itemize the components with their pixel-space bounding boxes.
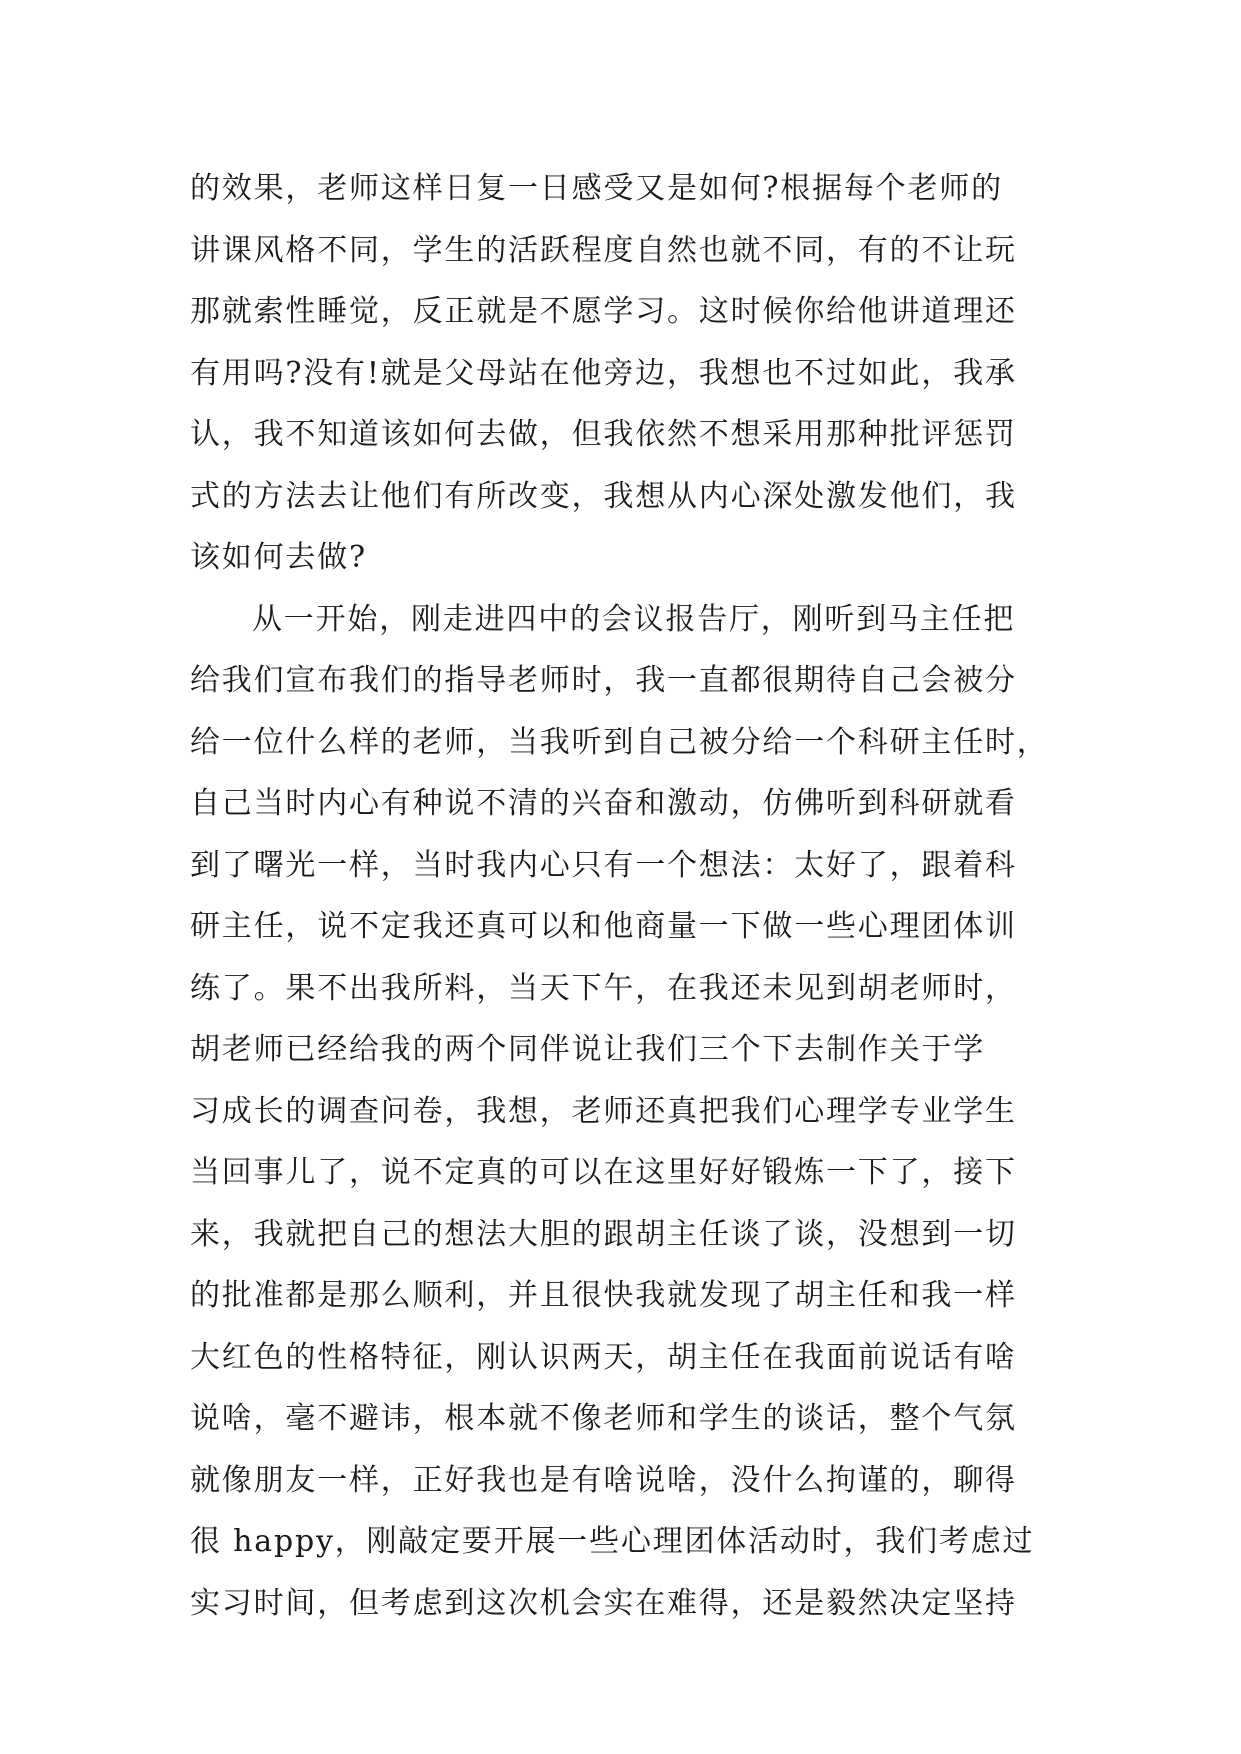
text-line: 大红色的性格特征，刚认识两天，胡主任在我面前说话有啥 — [190, 1339, 1017, 1375]
text-line: 有用吗?没有!就是父母站在他旁边，我想也不过如此，我承 — [190, 355, 1017, 391]
text-line: 式的方法去让他们有所改变，我想从内心深处激发他们，我 — [190, 478, 1017, 514]
text-line: 说啥，毫不避讳，根本就不像老师和学生的谈话，整个气氛 — [190, 1401, 1017, 1436]
text-line: 该如何去做? — [190, 540, 367, 575]
text-line: 讲课风格不同，学生的活跃程度自然也就不同，有的不让玩 — [190, 232, 1017, 268]
text-line: 认，我不知道该如何去做，但我依然不想采用那种批评惩罚 — [190, 417, 1017, 452]
text-line: 的批准都是那么顺利，并且很快我就发现了胡主任和我一样 — [190, 1278, 1017, 1313]
text-line: 就像朋友一样，正好我也是有啥说啥，没什么拘谨的，聊得 — [190, 1462, 1017, 1498]
text-line: 到了曙光一样，当时我内心只有一个想法：太好了，跟着科 — [190, 847, 1017, 883]
text-line: 很 happy，刚敲定要开展一些心理团体活动时，我们考虑过 — [190, 1524, 1035, 1559]
text-line: 练了。果不出我所料，当天下午，在我还未见到胡老师时， — [190, 970, 1017, 1006]
text-line: 习成长的调查问卷，我想，老师还真把我们心理学专业学生 — [190, 1093, 1017, 1129]
text-line: 研主任，说不定我还真可以和他商量一下做一些心理团体训 — [190, 909, 1017, 944]
text-line: 给我们宣布我们的指导老师时，我一直都很期待自己会被分 — [190, 663, 1017, 698]
text-line: 实习时间，但考虑到这次机会实在难得，还是毅然决定坚持 — [190, 1585, 1017, 1621]
text-line: 的效果，老师这样日复一日感受又是如何?根据每个老师的 — [190, 171, 1003, 206]
body-text — [190, 158, 1060, 1634]
text-line: 自己当时内心有种说不清的兴奋和激动，仿佛听到科研就看 — [190, 786, 1017, 821]
paragraph-first-line: 从一开始，刚走进四中的会议报告厅，刚听到马主任把 — [252, 601, 1016, 637]
text-line: 胡老师已经给我的两个同伴说让我们三个下去制作关于学 — [190, 1032, 985, 1067]
text-line: 当回事儿了，说不定真的可以在这里好好锻炼一下了，接下 — [190, 1155, 1017, 1190]
text-line: 来，我就把自己的想法大胆的跟胡主任谈了谈，没想到一切 — [190, 1216, 1017, 1252]
text-line: 给一位什么样的老师，当我听到自己被分给一个科研主任时， — [190, 724, 1049, 760]
text-line: 那就索性睡觉，反正就是不愿学习。这时候你给他讲道理还 — [190, 294, 1017, 329]
